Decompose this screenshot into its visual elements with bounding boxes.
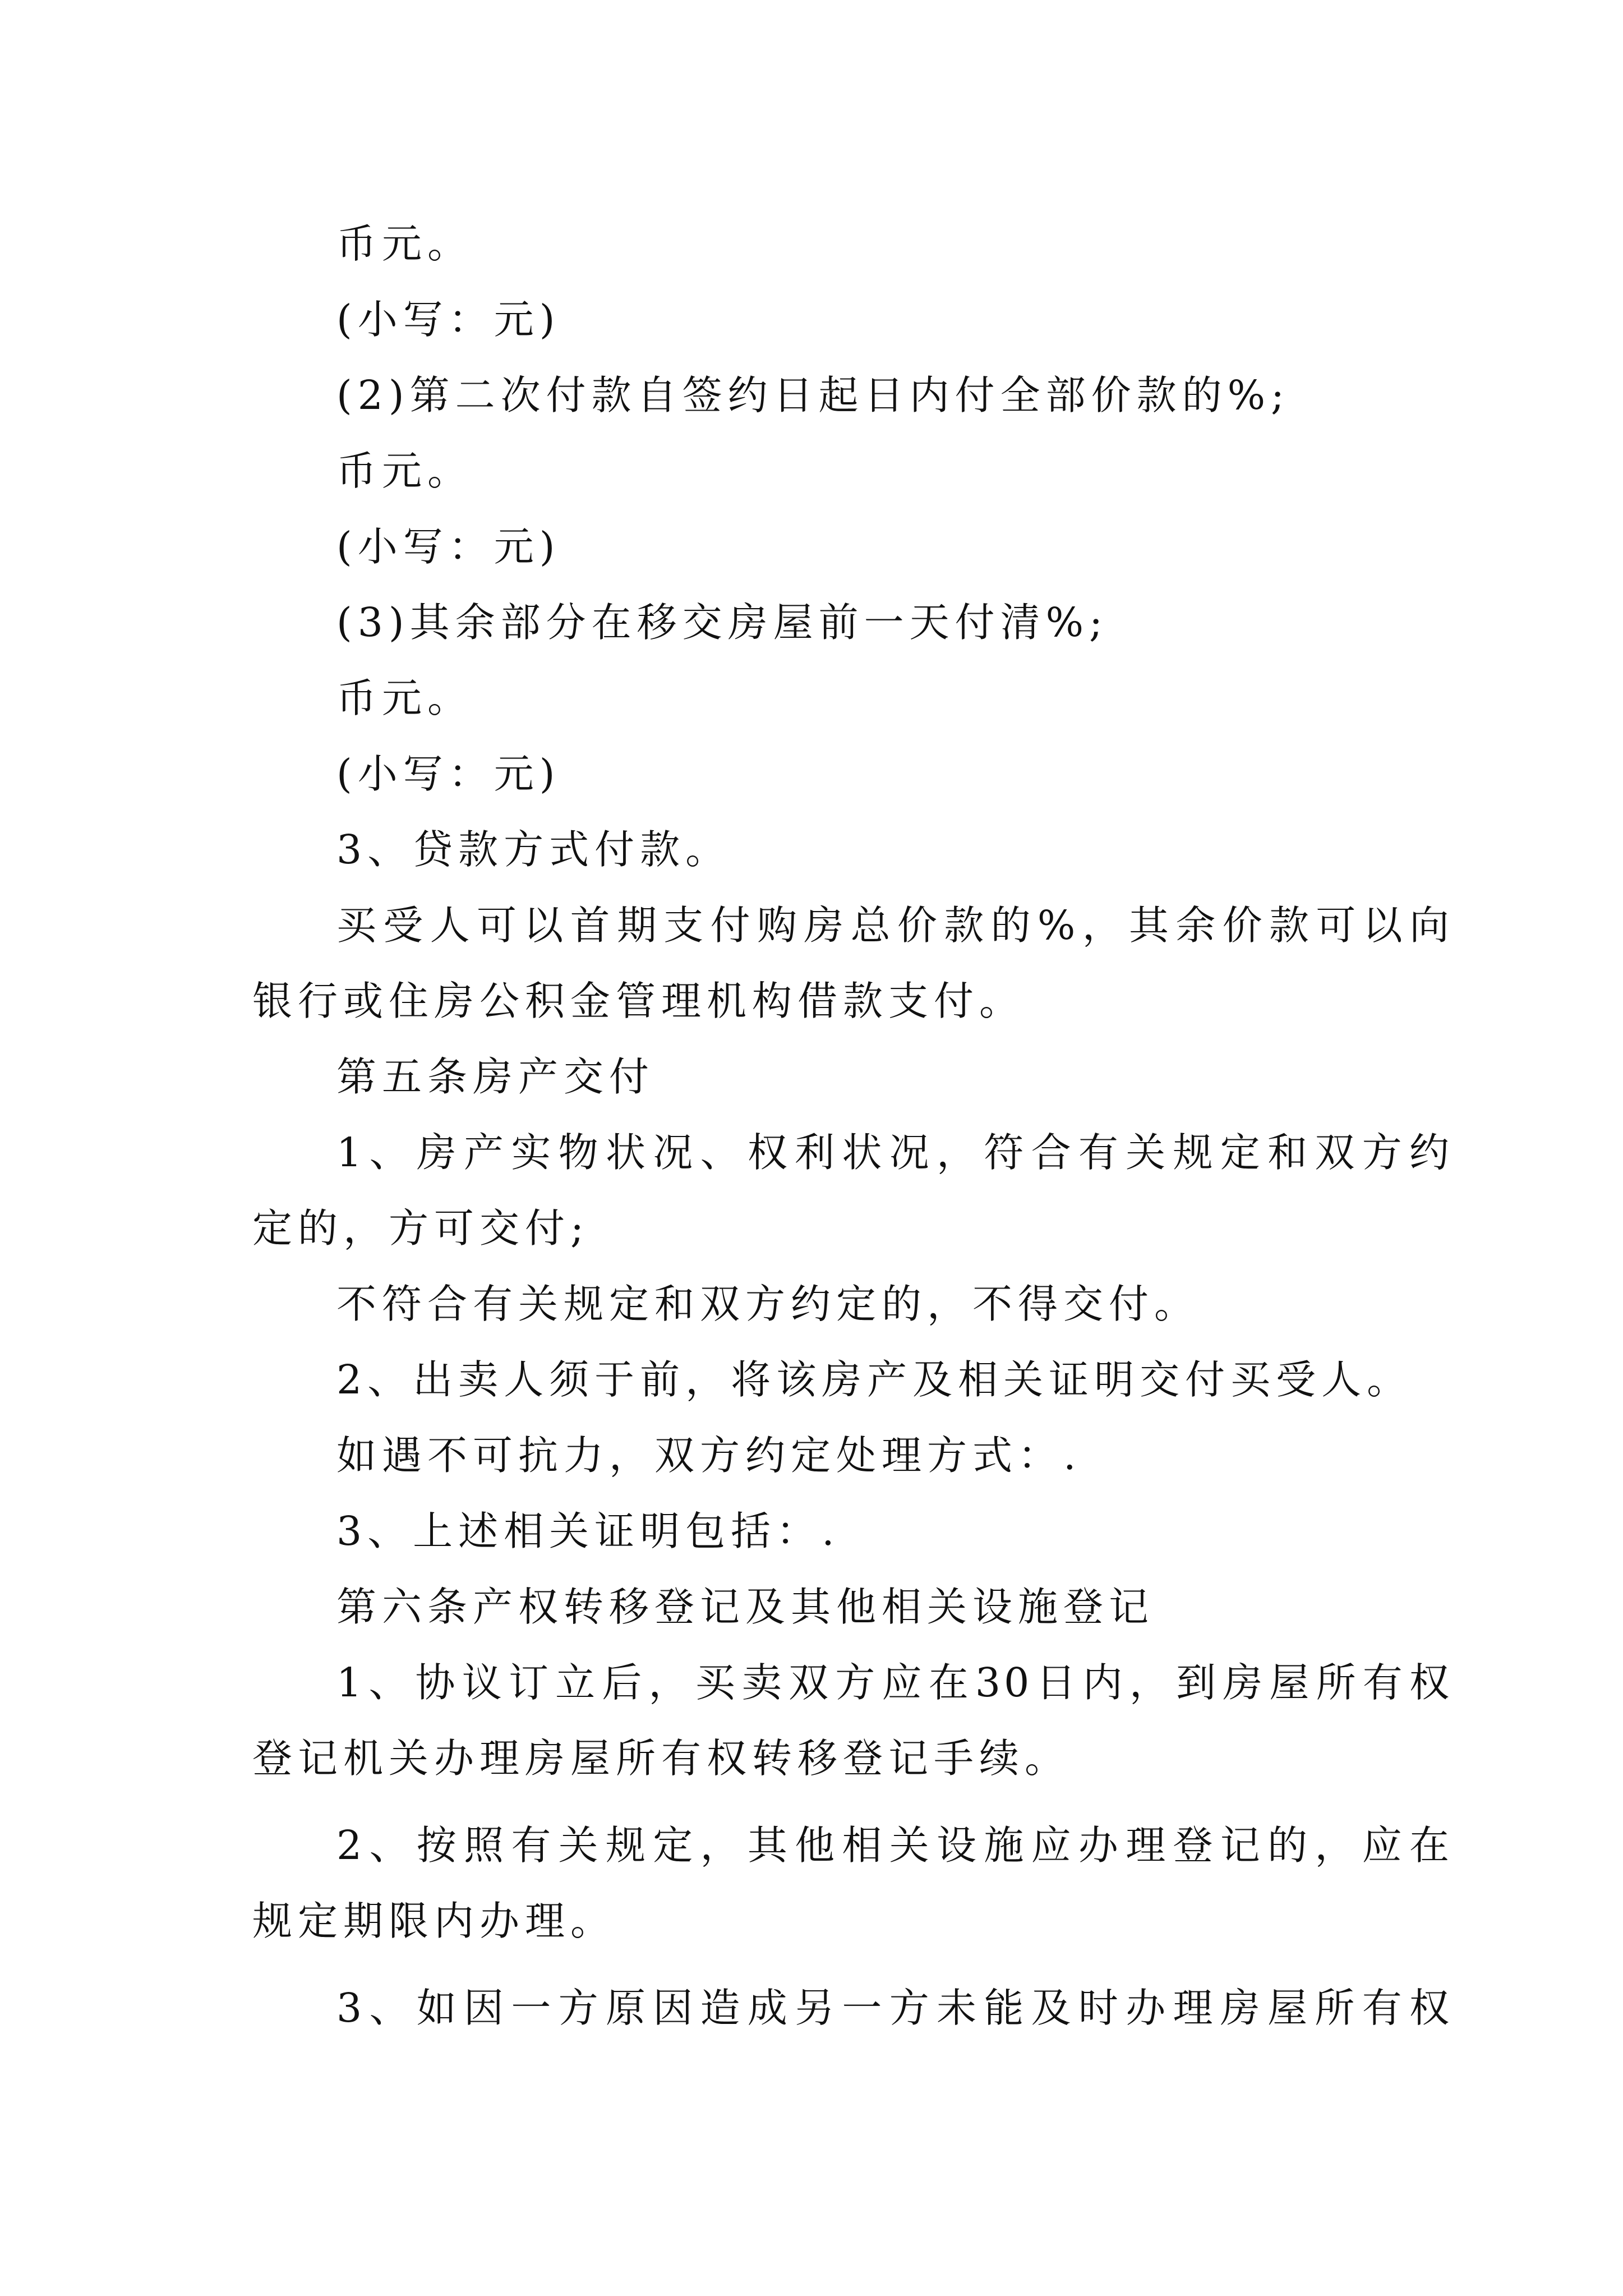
text-line: 定的，方可交付; xyxy=(252,1205,589,1251)
text-line: 不符合有关规定和双方约定的，不得交付。 xyxy=(336,1281,1200,1327)
text-line: 规定期限内办理。 xyxy=(252,1898,616,1944)
text-line: 1、协议订立后，买卖双方应在30日内，到房屋所有权 xyxy=(336,1659,1453,1706)
text-line: 2、按照有关规定，其他相关设施应办理登记的，应在 xyxy=(336,1822,1453,1869)
text-line: (小写：元) xyxy=(336,523,561,570)
text-line: 1、房产实物状况、权利状况，符合有关规定和双方约 xyxy=(336,1129,1453,1176)
text-line: 如遇不可抗力，双方约定处理方式：. xyxy=(336,1432,1082,1479)
text-line: 币元。 xyxy=(336,675,473,721)
text-line: 币元。 xyxy=(336,220,473,267)
text-line: (3)其余部分在移交房屋前一天付清%; xyxy=(336,599,1108,646)
text-line: 银行或住房公积金管理机构借款支付。 xyxy=(252,978,1025,1024)
section-heading: 第五条房产交付 xyxy=(336,1053,655,1100)
text-line: 2、出卖人须于前，将该房产及相关证明交付买受人。 xyxy=(336,1356,1413,1403)
text-line: 3、上述相关证明包括：. xyxy=(336,1508,840,1554)
section-heading: 第六条产权转移登记及其他相关设施登记 xyxy=(336,1584,1155,1630)
text-line: 3、如因一方原因造成另一方未能及时办理房屋所有权 xyxy=(336,1985,1453,2031)
text-line: (2)第二次付款自签约日起日内付全部价款的%; xyxy=(336,372,1290,418)
text-line: 登记机关办理房屋所有权转移登记手续。 xyxy=(252,1735,1071,1782)
text-line: 买受人可以首期支付购房总价款的%，其余价款可以向 xyxy=(336,902,1453,949)
text-line: (小写：元) xyxy=(336,296,561,343)
text-line: 币元。 xyxy=(336,448,473,494)
text-line: 3、贷款方式付款。 xyxy=(336,826,731,873)
text-line: (小写：元) xyxy=(336,751,561,797)
